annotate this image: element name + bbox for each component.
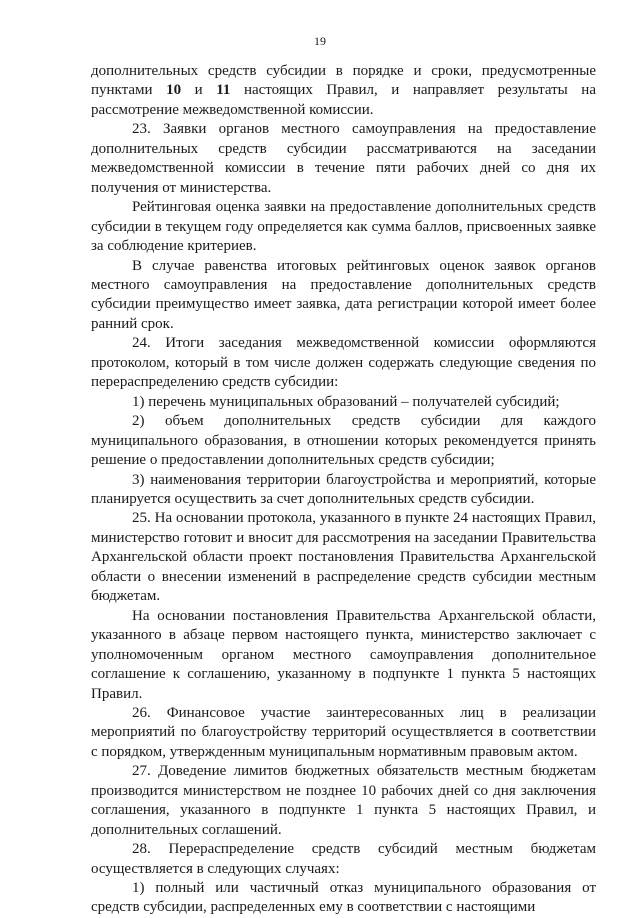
text-segment: 27. Доведение лимитов бюджетных обязательств местным бюджетам производится министерством не позднее 10 рабочих дней со дня заключения соглашения, указанного в подпункте 1 пункта 5 настоящих Правил, и дополнительных соглашений. [91,763,596,838]
text-segment: На основании постановления Правительства Архангельской области, указанного в абзаце первом настоящего пункта, министерство заключает с уполномоченным органом местного самоуправления дополнительное соглашение к соглашению, указанному в подпункте 1 пункта 5 настоящих Правил. [91,607,596,702]
paragraph-p26 [91,704,596,762]
text-segment: дополнительных средств субсидии в порядке и сроки, предусмотренные пунктами [91,63,596,99]
text-segment: 1) полный или частичный отказ муниципального образования от средств субсидии, распределенных ему в соответствии с настоящими [91,880,596,916]
paragraph-p-cont [91,62,596,120]
paragraph-p24-2 [91,412,596,470]
text-segment: 26. Финансовое участие заинтересованных лиц в реализации мероприятий по благоустройству территорий осуществляется в соответствии с порядком, утвержденным муниципальным нормативным правовым актом. [91,704,596,760]
text-segment: 25. На основании протокола, указанного в пункте 24 настоящих Правил, министерство готовит и вносит для рассмотрения на заседании Правительства Архангельской области проект постановления Правительства Архангельской области о внесении изменений в распределение средств субсидии местным бюджетам. [91,510,596,605]
paragraph-p28-1 [91,879,596,918]
paragraph-p23-rating [91,198,596,256]
text-segment: 10 [166,82,182,99]
paragraph-p24-3 [91,471,596,510]
text-segment: 28. Перераспределение средств субсидий местным бюджетам осуществляется в следующих случаях: [91,841,596,877]
paragraph-p23-equal [91,257,596,335]
paragraph-p25 [91,509,596,606]
text-segment: 2) объем дополнительных средств субсидии для каждого муниципального образования, в отношении которых рекомендуется принять решение о предоставлении дополнительных средств субсидии; [91,413,596,469]
text-segment: и [181,82,217,99]
paragraph-p28 [91,840,596,879]
text-segment: 3) наименования территории благоустройства и мероприятий, которые планируется осуществить за счет дополнительных средств субсидии. [91,471,596,507]
paragraph-p23 [91,120,596,198]
paragraph-p24 [91,334,596,392]
text-segment: 1) перечень муниципальных образований – получателей субсидий; [132,393,560,410]
paragraph-p27 [91,762,596,840]
text-segment: Рейтинговая оценка заявки на предоставление дополнительных средств субсидии в текущем году определяется как сумма баллов, присвоенных заявке за соблюдение критериев. [91,199,596,255]
document-body [91,62,596,918]
text-segment: 23. Заявки органов местного самоуправления на предоставление дополнительных средств субсидии рассматриваются на заседании межведомственной комиссии в течение пяти рабочих дней со дня их получения от министерства. [91,121,596,196]
text-segment: В случае равенства итоговых рейтинговых оценок заявок органов местного самоуправления на предоставление дополнительных средств субсидии преимущество имеет заявка, дата регистрации которой имеет более ранний срок. [91,257,596,332]
page-number: 19 [314,34,326,48]
text-segment: 24. Итоги заседания межведомственной комиссии оформляются протоколом, который в том числе должен содержать следующие сведения по перераспределению средств субсидии: [91,335,596,391]
paragraph-p25-2 [91,607,596,704]
text-segment: настоящих Правил, и направляет результаты на рассмотрение межведомственной комиссии. [91,82,596,118]
paragraph-p24-1 [91,393,596,412]
text-segment: 11 [216,82,231,99]
